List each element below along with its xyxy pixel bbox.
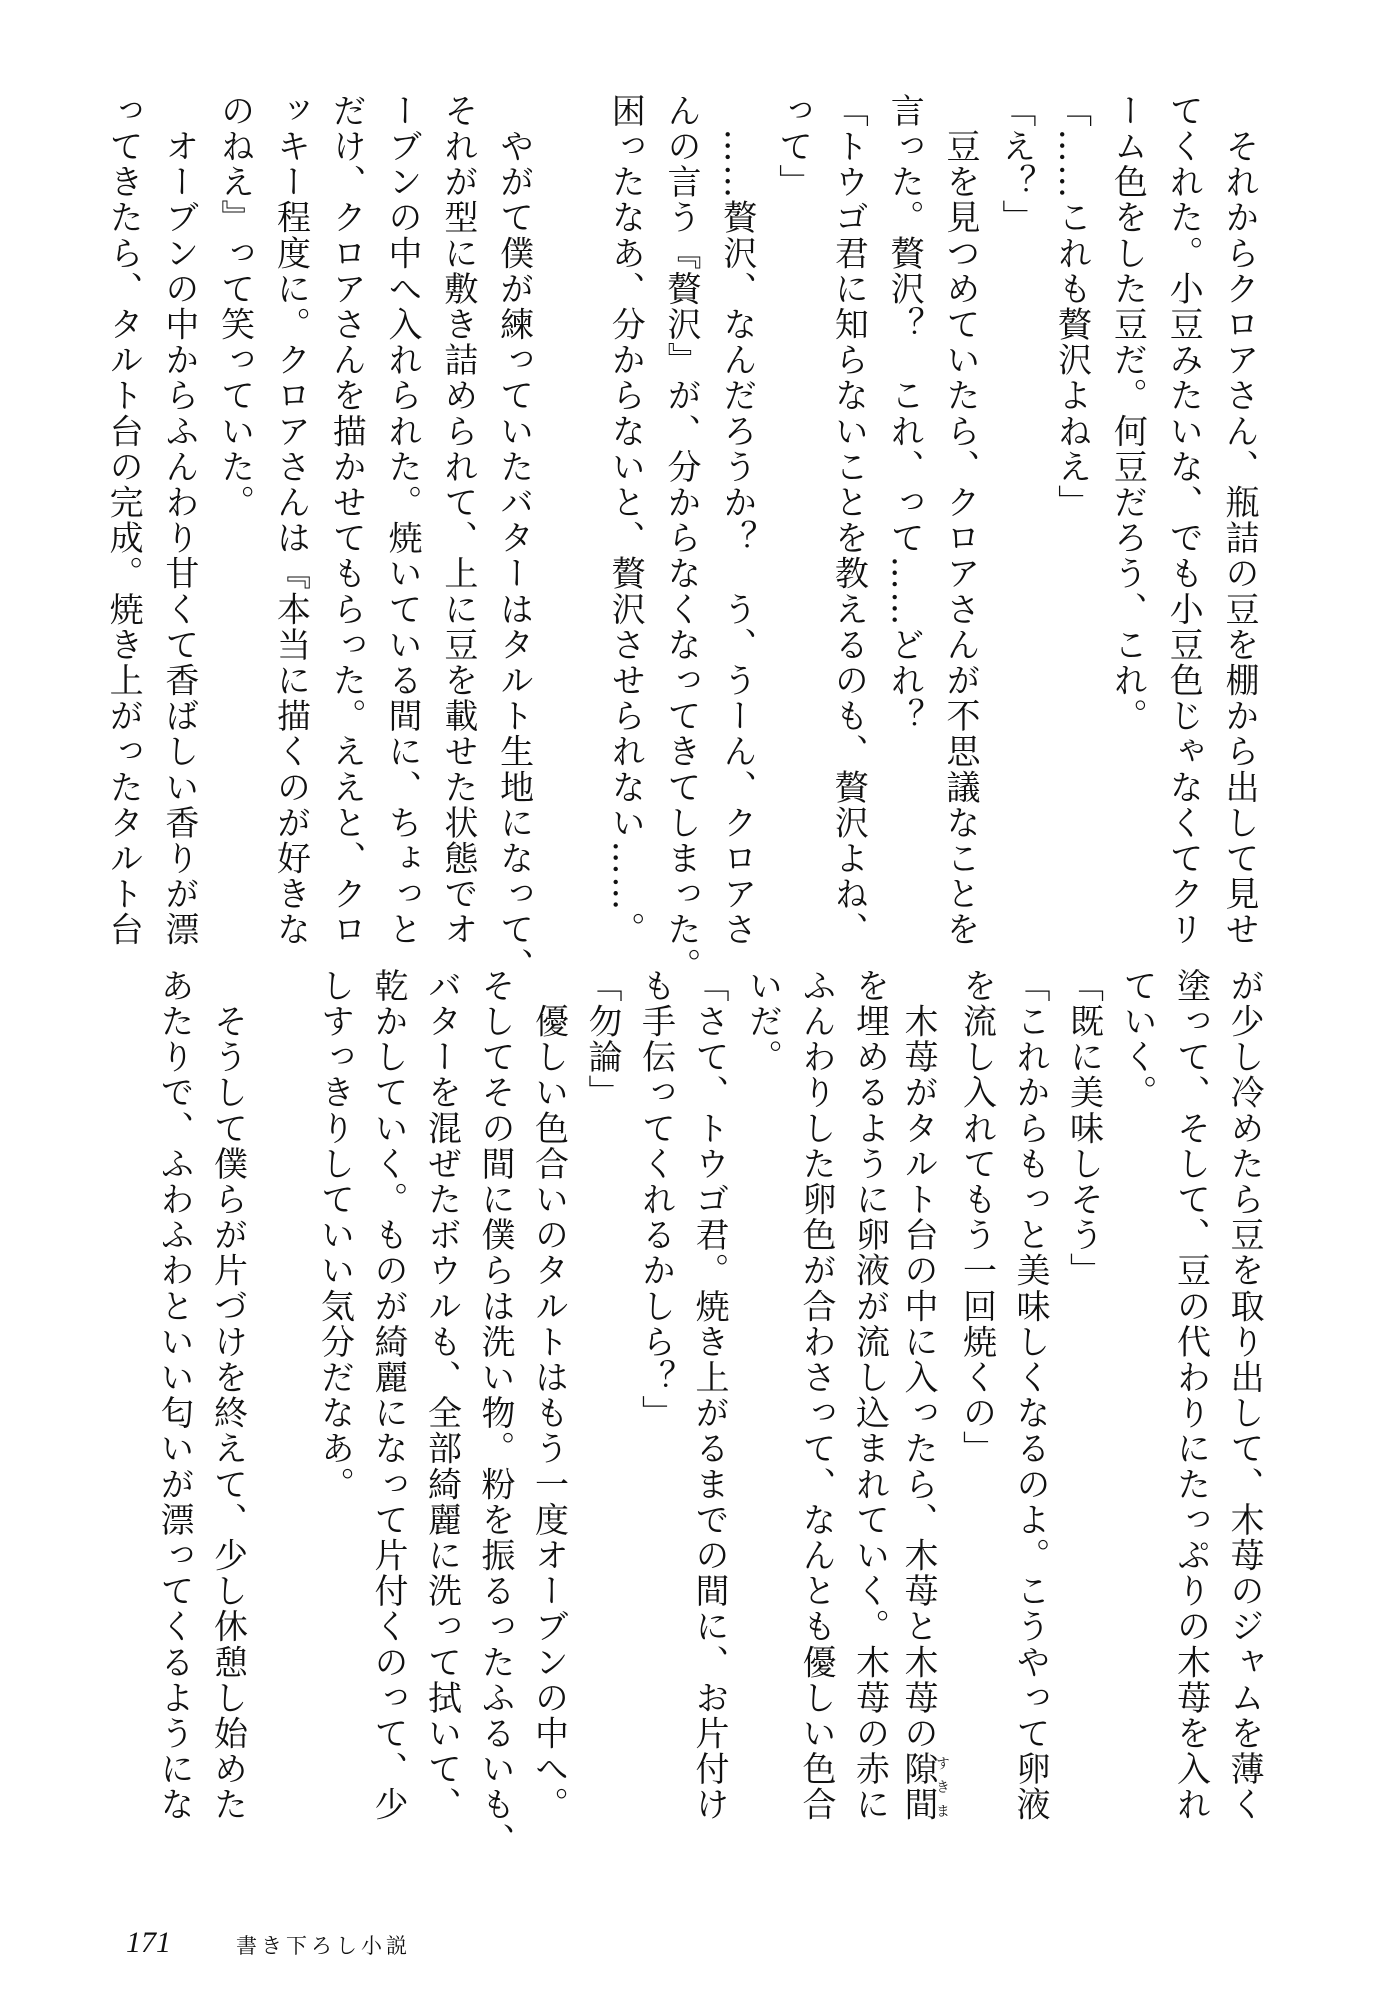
text-line: やがて僕が練っていたバターはタルト生地になって、 [493, 93, 534, 983]
text-line: 乾かしていく。ものが綺麗になって片付くのって、少 [368, 968, 408, 1823]
text-line [254, 968, 308, 1848]
text-line [896, 968, 950, 1848]
text-line: そしてその間に僕らは洗い物。粉を振るったふるいも、 [475, 968, 515, 1858]
text-line: ーブンの中へ入れられた。焼いている間に、ちょっと [382, 93, 423, 948]
text-line: を埋めるように卵液が流し込まれていく。木苺の赤に [849, 968, 890, 1823]
text-line: 優しい色合いのタルトはもう一度オーブンの中へ。 [528, 968, 569, 1823]
text-line: オーブンの中からふんわり甘くて香ばしい香りが漂 [158, 93, 199, 948]
text-line: あたりで、ふわふわといい匂いが漂ってくるようにな [154, 968, 194, 1823]
text-line: 困ったなあ、分からないと、贅沢させられない……。 [605, 93, 646, 948]
text-line: 「え？」 [995, 93, 1036, 236]
text-line: それが型に敷き詰められて、上に豆を載せた状態でオ [437, 93, 478, 948]
text-line: のねえ』って笑っていた。 [214, 93, 255, 521]
text-line: 豆を見つめていたら、クロアさんが不思議なことを [940, 93, 981, 948]
text-line: バターを混ぜたボウルも、全部綺麗に洗って拭いて、 [421, 968, 462, 1823]
text-line: が少し冷めたら豆を取り出して、木苺のジャムを薄く [1224, 968, 1264, 1823]
text-line: しすっきりしていい気分だなあ。 [314, 968, 355, 1502]
text-line: 「勿論」 [582, 968, 622, 1111]
page-number: 171 [126, 1926, 171, 1959]
text-line: 「トウゴ君に知らないことを教えるのも、贅沢よね、 [828, 93, 869, 948]
text-line: 塗って、そして、豆の代わりにたっぷりの木苺を入れ [1170, 968, 1211, 1823]
text-line: 言った。贅沢？ これ、って……どれ？ [884, 93, 925, 734]
text-line [541, 93, 597, 953]
text-line: そうして僕らが片づけを終えて、少し休憩し始めた [207, 968, 248, 1823]
text-line: を流し入れてもう一回焼くの」 [956, 968, 997, 1467]
text-segment: 木苺がタルト台の中に入ったら、木苺と木苺の [898, 968, 938, 1752]
text-line: ーム色をした豆だ。何豆だろう、これ。 [1107, 93, 1148, 734]
text-line: それからクロアさん、瓶詰の豆を棚から出して見せ [1219, 93, 1259, 948]
text-line: ていく。 [1117, 968, 1157, 1111]
lower-text-block [147, 968, 1271, 1858]
text-line: ッキー程度に。クロアさんは『本当に描くのが好きな [270, 93, 311, 948]
text-line: 「これからもっと美味しくなるのよ。こうやって卵液 [1010, 968, 1050, 1823]
text-line: てくれた。小豆みたいな、でも小豆色じゃなくてクリ [1163, 93, 1204, 948]
text-line: ふんわりした卵色が合わさって、なんとも優しい色合 [796, 968, 836, 1823]
text-line: ……贅沢、なんだろうか？ う、うーん、クロアさ [716, 93, 757, 948]
running-title: 書き下ろし小説 [236, 1934, 411, 1958]
text-line: 「さて、トウゴ君。焼き上がるまでの間に、お片付け [689, 968, 729, 1823]
text-line: 「既に美味しそう」 [1063, 968, 1104, 1289]
ruby-base: 隙間 [898, 1751, 938, 1823]
text-line: だけ、クロアさんを描かせてもらった。ええと、クロ [326, 93, 367, 948]
text-line: 「……これも贅沢よねえ」 [1051, 93, 1092, 521]
text-line: も手伝ってくれるかしら？」 [635, 968, 676, 1431]
text-line: んの言う『贅沢』が、分からなくなってきてしまった。 [661, 93, 702, 983]
text-line: ってきたら、タルト台の完成。焼き上がったタルト台 [103, 93, 144, 948]
ruby-reading: すきま [934, 1751, 950, 1823]
upper-text-block [94, 93, 1266, 983]
text-line: って」 [772, 93, 813, 200]
ruby-word [898, 1751, 950, 1823]
text-line: いだ。 [742, 968, 783, 1075]
